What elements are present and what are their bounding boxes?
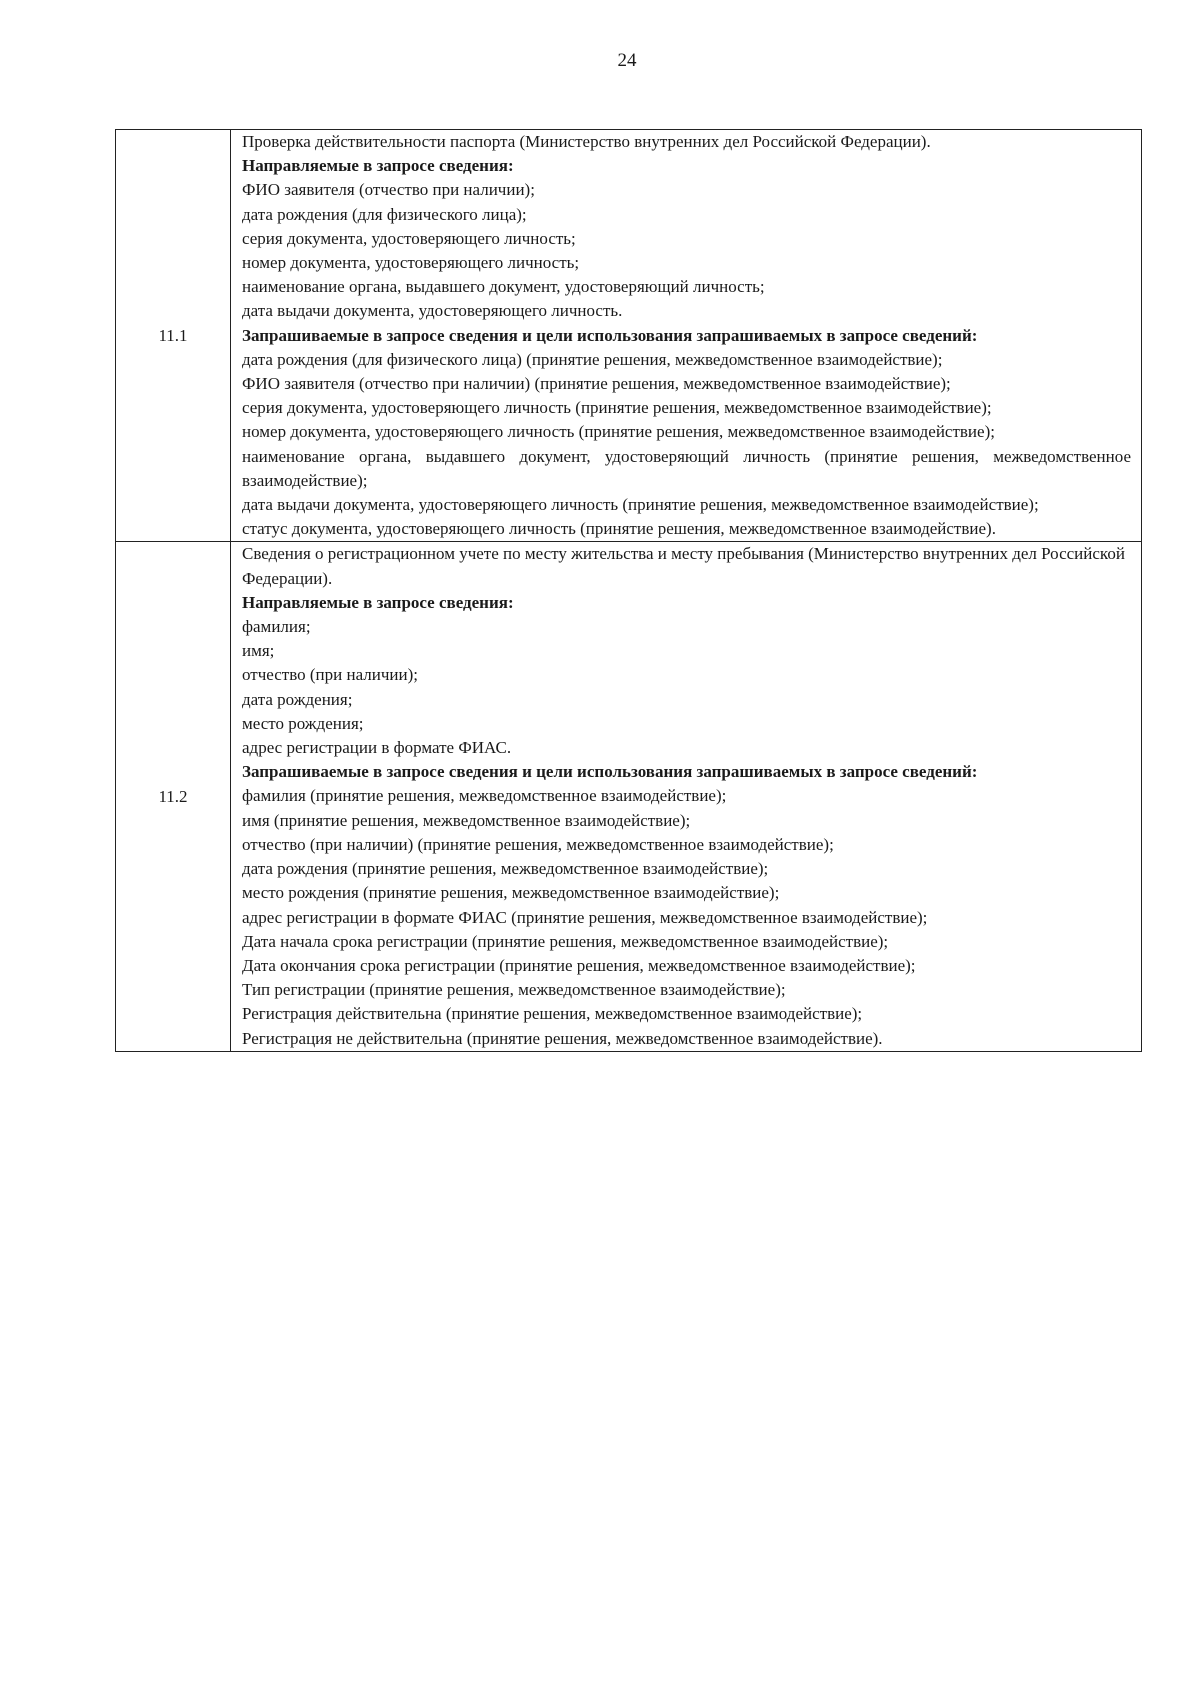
table-row: [116, 542, 1142, 1051]
table-body: [116, 130, 1142, 1052]
content-line: Регистрация действительна (принятие решения, межведомственное взаимодействие);: [242, 1004, 863, 1024]
content-heading: Запрашиваемые в запросе сведения и цели использования запрашиваемых в запросе сведений:: [242, 762, 978, 782]
content-line: адрес регистрации в формате ФИАС (принятие решения, межведомственное взаимодействие);: [242, 907, 928, 927]
row-number-cell: 11.2: [116, 542, 231, 1051]
content-line: наименование органа, выдавшего документ, удостоверяющий личность (принятие решения, межведомственное взаимодействие);: [242, 446, 1131, 490]
content-line: место рождения (принятие решения, межведомственное взаимодействие);: [242, 883, 780, 903]
table-row: [116, 130, 1142, 542]
page-number: 24: [617, 50, 637, 71]
content-line: Сведения о регистрационном учете по месту жительства и месту пребывания (Министерство внутренних дел Российской Федерации).: [242, 544, 1125, 588]
content-line: наименование органа, выдавшего документ, удостоверяющий личность;: [242, 277, 765, 297]
content-line: дата рождения (для физического лица) (принятие решения, межведомственное взаимодействие);: [242, 349, 943, 369]
content-line: фамилия;: [242, 617, 311, 637]
content-line: место рождения;: [242, 713, 364, 733]
content-line: ФИО заявителя (отчество при наличии);: [242, 180, 535, 200]
content-line: Тип регистрации (принятие решения, межведомственное взаимодействие);: [242, 980, 786, 1000]
content-line: номер документа, удостоверяющего личность;: [242, 253, 580, 273]
content-heading: Направляемые в запросе сведения:: [242, 592, 514, 612]
content-line: дата рождения (принятие решения, межведомственное взаимодействие);: [242, 859, 769, 879]
data-requests-table: [115, 129, 1142, 1052]
content-line: фамилия (принятие решения, межведомственное взаимодействие);: [242, 786, 727, 806]
content-heading: Запрашиваемые в запросе сведения и цели использования запрашиваемых в запросе сведений:: [242, 325, 978, 345]
content-line: имя (принятие решения, межведомственное взаимодействие);: [242, 810, 691, 830]
content-line: отчество (при наличии);: [242, 665, 418, 685]
content-line: Проверка действительности паспорта (Министерство внутренних дел Российской Федерации).: [242, 132, 931, 151]
content-line: адрес регистрации в формате ФИАС.: [242, 738, 512, 758]
content-line: отчество (при наличии) (принятие решения, межведомственное взаимодействие);: [242, 834, 834, 854]
content-line: ФИО заявителя (отчество при наличии) (принятие решения, межведомственное взаимодействие);: [242, 374, 951, 394]
row-content-cell: [231, 542, 1142, 1051]
content-line: дата рождения;: [242, 689, 353, 709]
content-heading: Направляемые в запросе сведения:: [242, 156, 514, 176]
content-line: номер документа, удостоверяющего личность (принятие решения, межведомственное взаимодействие);: [242, 422, 995, 442]
content-line: Дата окончания срока регистрации (принятие решения, межведомственное взаимодействие);: [242, 955, 916, 975]
row-number-cell: 11.1: [116, 130, 231, 542]
content-line: дата выдачи документа, удостоверяющего личность (принятие решения, межведомственное взаимодействие);: [242, 495, 1039, 515]
content-line: статус документа, удостоверяющего личность (принятие решения, межведомственное взаимодействие).: [242, 519, 996, 539]
content-line: дата рождения (для физического лица);: [242, 204, 527, 224]
content-line: имя;: [242, 641, 275, 661]
content-line: дата выдачи документа, удостоверяющего личность.: [242, 301, 623, 321]
content-line: серия документа, удостоверяющего личность;: [242, 228, 576, 248]
content-line: Регистрация не действительна (принятие решения, межведомственное взаимодействие).: [242, 1028, 883, 1048]
content-line: серия документа, удостоверяющего личность (принятие решения, межведомственное взаимодействие);: [242, 398, 992, 418]
row-content-cell: [231, 130, 1142, 542]
content-line: Дата начала срока регистрации (принятие решения, межведомственное взаимодействие);: [242, 931, 889, 951]
